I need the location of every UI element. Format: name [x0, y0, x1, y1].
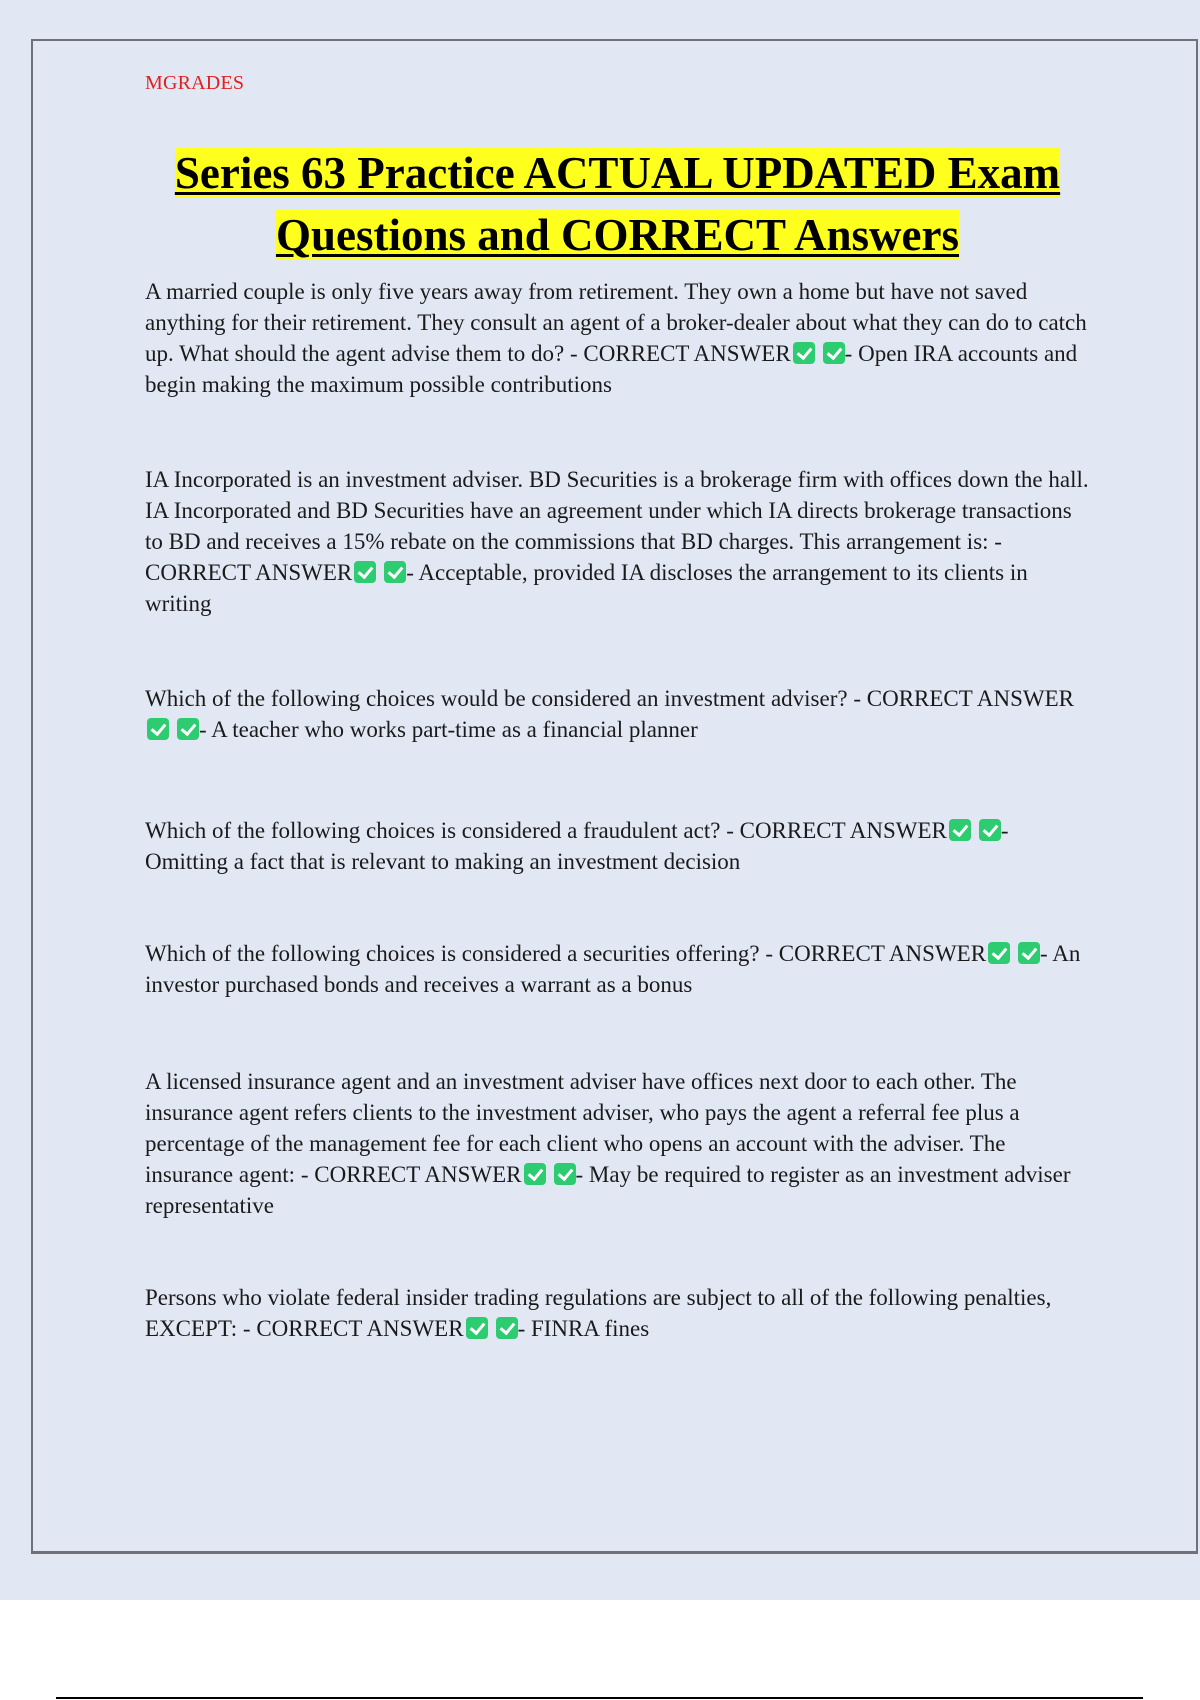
check-box-icon — [793, 342, 815, 364]
answer-marker: CORRECT ANSWER — [314, 1162, 522, 1187]
check-box-icon — [823, 342, 845, 364]
qa-item — [145, 276, 1090, 400]
qa-item — [145, 464, 1090, 619]
answer-separator: - — [765, 941, 774, 966]
qa-item — [145, 1066, 1090, 1221]
answer-separator: - — [726, 818, 734, 843]
answer-text: Open IRA accounts and begin making the maximum possible contributions — [145, 341, 1078, 397]
answer-text: May be required to register as an investment adviser representative — [145, 1162, 1071, 1218]
answer-marker: CORRECT ANSWER — [739, 818, 947, 843]
answer-separator: - — [199, 717, 207, 742]
answer-separator: - — [575, 1162, 584, 1187]
answer-separator: - — [406, 560, 414, 585]
answer-separator: - — [569, 341, 578, 366]
question-text: Persons who violate federal insider trading regulations are subject to all of the following penalties, EXCEPT: — [145, 1285, 1052, 1341]
answer-marker: CORRECT ANSWER — [778, 941, 987, 966]
check-box-icon — [384, 561, 406, 583]
answer-text: An investor purchased bonds and receives a warrant as a bonus — [145, 941, 1081, 997]
document-title: Series 63 Practice ACTUAL UPDATED Exam Questions and CORRECT Answers — [174, 148, 1061, 260]
qa-item — [145, 683, 1090, 745]
answer-marker: CORRECT ANSWER — [145, 560, 353, 585]
answer-separator: - — [994, 529, 1002, 554]
question-text: Which of the following choices is considered a securities offering? — [145, 941, 760, 966]
question-text: Which of the following choices would be considered an investment adviser? — [145, 686, 848, 711]
answer-text: Acceptable, provided IA discloses the arrangement to its clients in writing — [145, 560, 1028, 616]
question-text: A married couple is only five years away from retirement. They own a home but have not saved anything for their retirement. They consult an agent of a broker-dealer about what they can do to catch up. What should the agent advise them to do? — [145, 279, 1087, 366]
check-box-icon — [466, 1317, 488, 1339]
answer-text: A teacher who works part-time as a financial planner — [211, 717, 698, 742]
answer-text: FINRA fines — [530, 1316, 650, 1341]
qa-item — [145, 1282, 1090, 1344]
answer-separator: - — [242, 1316, 251, 1341]
question-text: Which of the following choices is considered a fraudulent act? — [145, 818, 721, 843]
answer-marker: CORRECT ANSWER — [256, 1316, 464, 1341]
answer-separator: - — [1000, 818, 1009, 843]
answer-separator: - — [517, 1316, 526, 1341]
answer-separator: - — [300, 1162, 309, 1187]
check-box-icon — [1018, 942, 1040, 964]
answer-separator: - — [1040, 941, 1048, 966]
check-box-icon — [147, 718, 169, 740]
qa-item — [145, 938, 1090, 1000]
check-box-icon — [496, 1317, 518, 1339]
qa-item — [145, 815, 1090, 877]
answer-text: Omitting a fact that is relevant to making an investment decision — [145, 849, 741, 874]
check-box-icon — [524, 1163, 546, 1185]
answer-separator: - — [844, 341, 853, 366]
brand-label: MGRADES — [145, 72, 245, 94]
answer-marker: CORRECT ANSWER — [866, 686, 1074, 711]
check-box-icon — [988, 942, 1010, 964]
question-text: A licensed insurance agent and an investment adviser have offices next door to each other. The insurance agent refers clients to the investment adviser, who pays the agent a referral fee plus a percentage of the management fee for each client who opens an account with the adviser. The insurance agent: — [145, 1069, 1020, 1187]
check-box-icon — [979, 819, 1001, 841]
answer-marker: CORRECT ANSWER — [583, 341, 791, 366]
question-text: IA Incorporated is an investment adviser. BD Securities is a brokerage firm with offices down the hall. IA Incorporated and BD Securities have an agreement under which IA directs brokerage transactions to BD and receives a 15% rebate on the commissions that BD charges. This arrangement is: — [145, 467, 1089, 554]
check-box-icon — [177, 718, 199, 740]
title-block — [145, 142, 1090, 266]
check-box-icon — [354, 561, 376, 583]
page-divider — [56, 1697, 1143, 1699]
check-box-icon — [554, 1163, 576, 1185]
answer-separator: - — [853, 686, 861, 711]
check-box-icon — [949, 819, 971, 841]
